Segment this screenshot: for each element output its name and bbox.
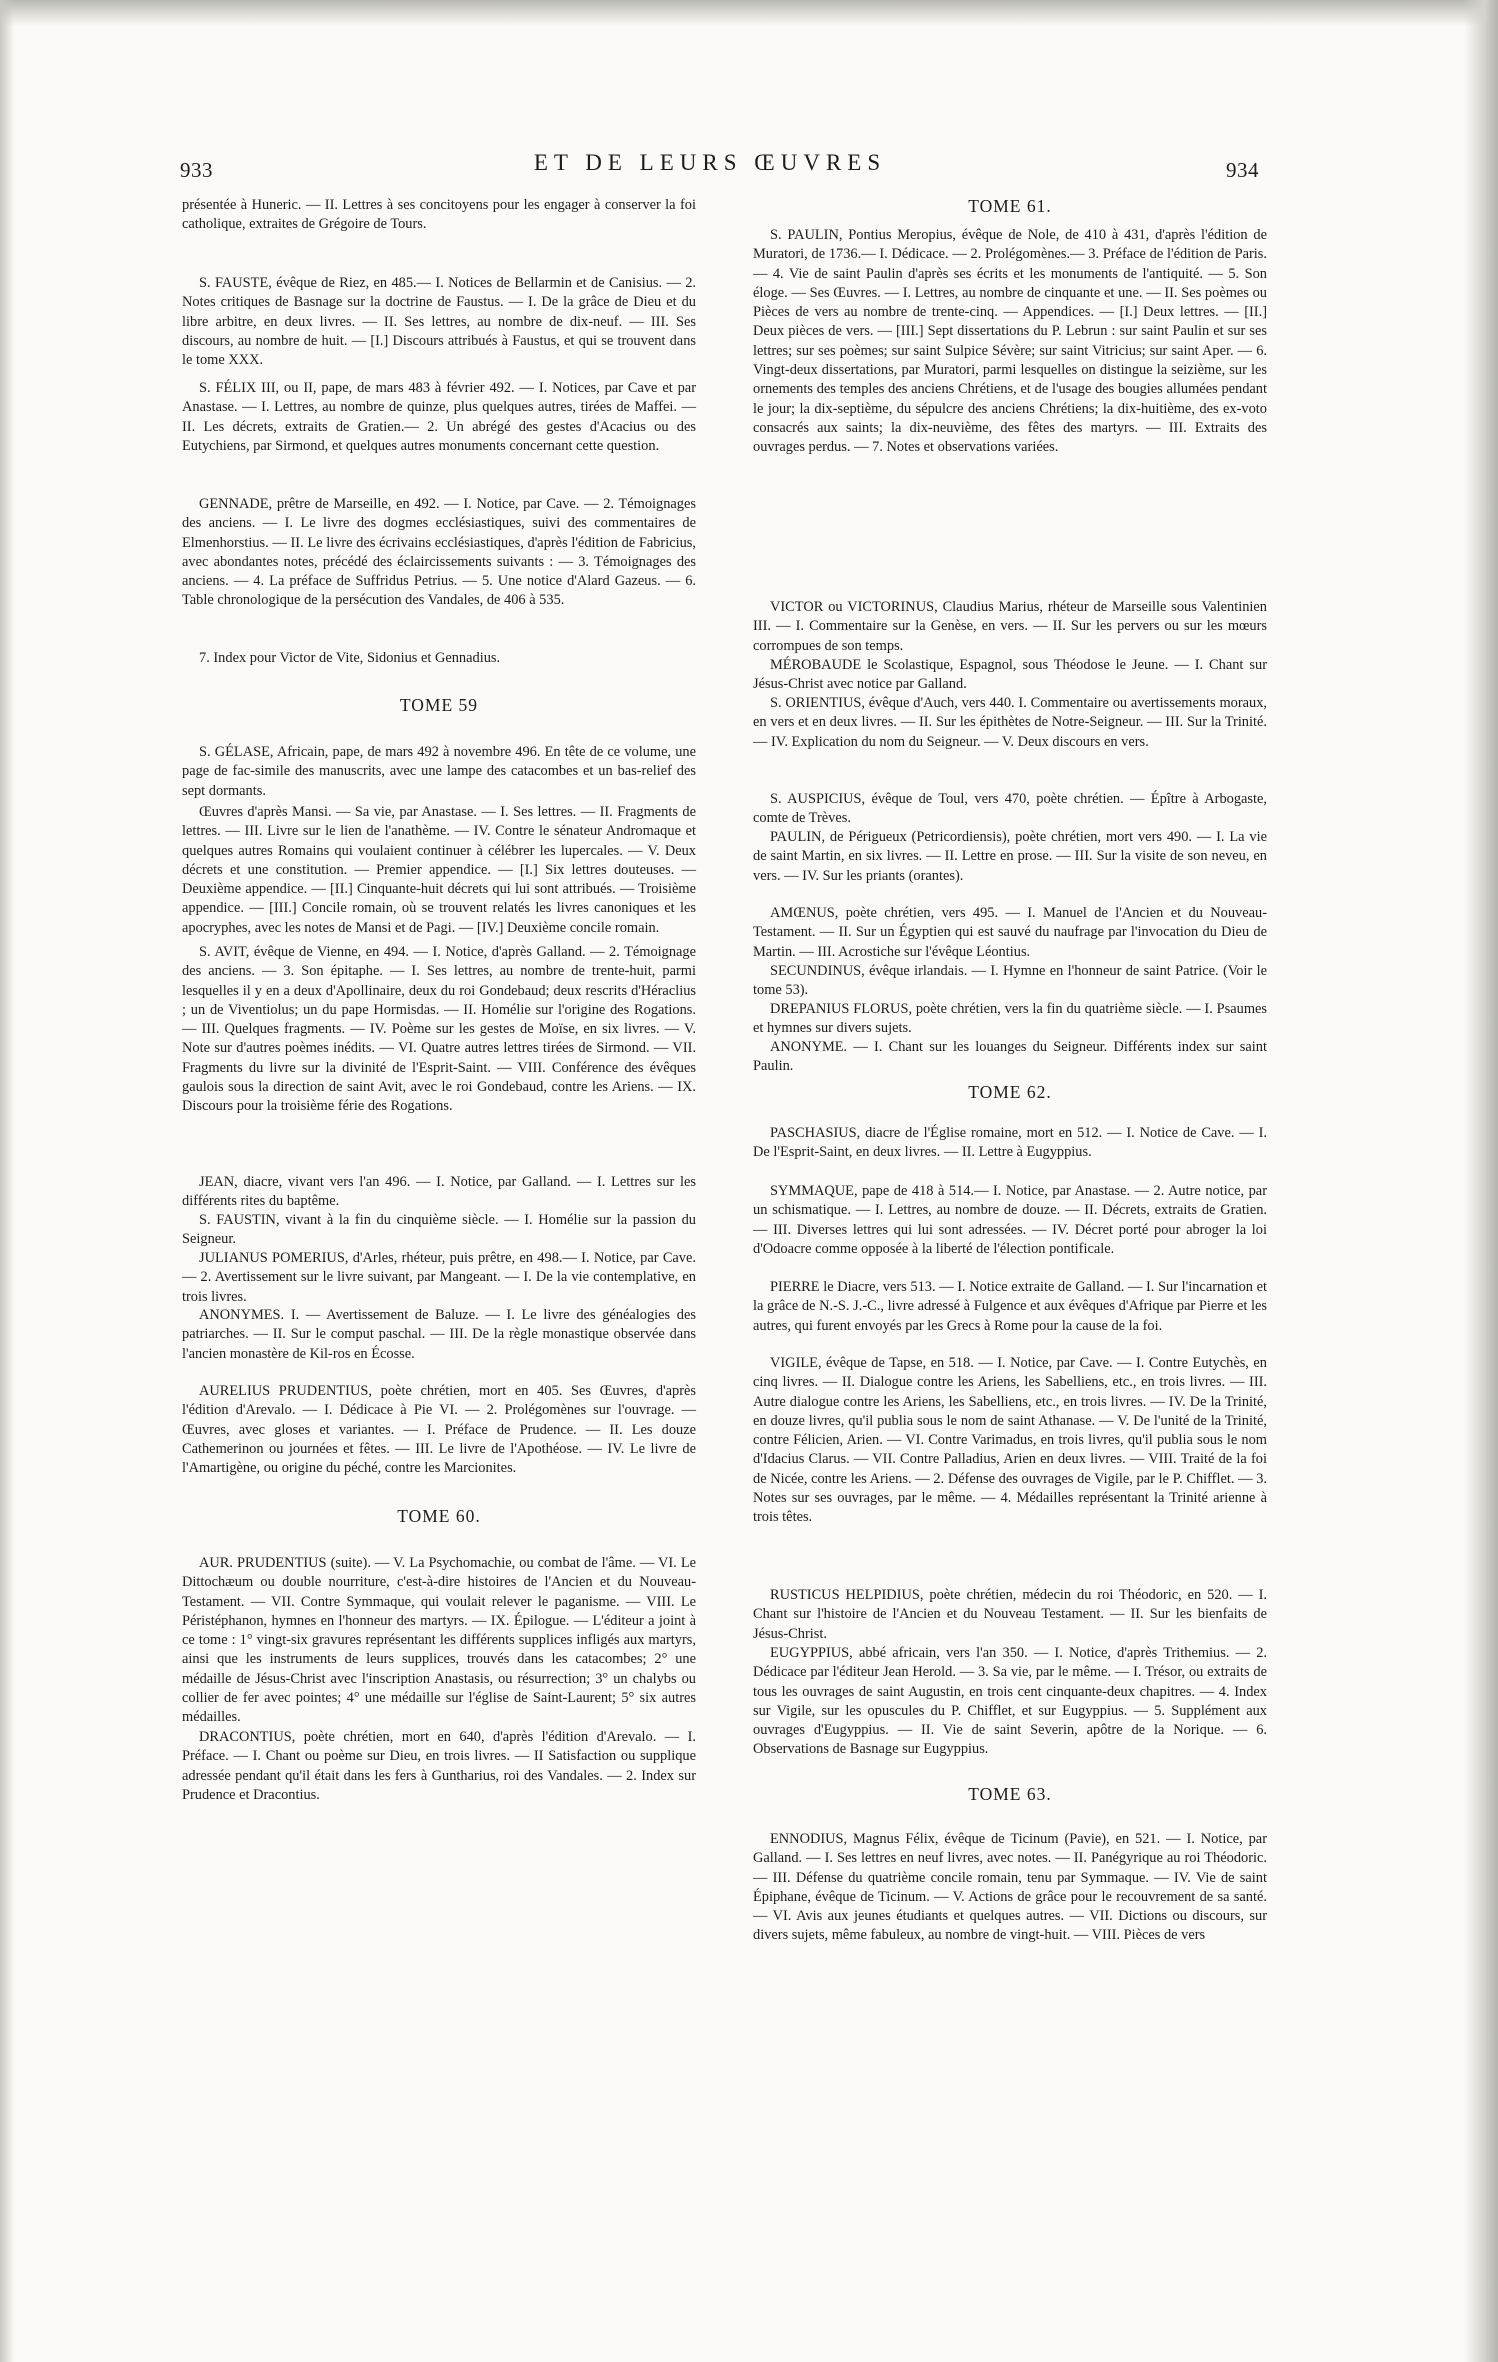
paragraph: JULIANUS POMERIUS, d'Arles, rhéteur, puis prêtre, en 498.— I. Notice, par Cave. — 2. Avertissement sur le livre suivant, par Mangeant. — I. De la vie contemplative, en trois livres. [182, 1250, 696, 1305]
paragraph: Œuvres d'après Mansi. — Sa vie, par Anastase. — I. Ses lettres. — II. Fragments de lettres. — III. Livre sur le lien de l'anathème. — IV. Contre le sénateur Andromaque et quelques autres Romains qui voulaient continuer à célébrer les lupercales. — V. Deux décrets et une constitution. — Premier appendice. — [I.] Six lettres douteuses. — Deuxième appendice. — [II.] Cinquante-huit décrets qui lui sont attribués. — Troisième appendice. — [III.] Concile romain, où se trouvent relatés les livres canoniques et les apocryphes, avec les notes de Mansi et de Pagi. — [IV.] Deuxième concile romain. [182, 804, 696, 936]
paragraph: S. FÉLIX III, ou II, pape, de mars 483 à février 492. — I. Notices, par Cave et par Anastase. — I. Lettres, au nombre de quinze, plus quelques autres, tirées de Maffei. — II. Les décrets, extraits de Gratien.— 2. Un abrégé des gestes d'Acacius ou des Eutychiens, par Sirmond, et quelques autres monuments concernant cette question. [182, 380, 696, 454]
right-column [753, 196, 1267, 1946]
tome-heading: TOME 59 [399, 695, 479, 715]
paragraph: MÉROBAUDE le Scolastique, Espagnol, sous Théodose le Jeune. — I. Chant sur Jésus-Christ avec notice par Galland. [753, 657, 1267, 693]
paragraph: PAULIN, de Périgueux (Petricordiensis), poète chrétien, mort vers 490. — I. La vie de saint Martin, en six livres. — II. Lettre en prose. — III. Sur la visite de son neveu, en vers. — IV. Sur les priants (orantes). [753, 829, 1267, 884]
paragraph: S. FAUSTE, évêque de Riez, en 485.— I. Notices de Bellarmin et de Canisius. — 2. Notes critiques de Basnage sur la doctrine de Faustus. — I. De la grâce de Dieu et du libre arbitre, en deux livres. — II. Ses lettres, au nombre de dix-neuf. — III. Ses discours, au nombre de huit. — [I.] Discours attribués à Faustus, et qui se trouvent dans le tome XXX. [182, 275, 696, 369]
tome-heading: TOME 60. [397, 1506, 481, 1526]
paragraph: AUR. PRUDENTIUS (suite). — V. La Psychomachie, ou combat de l'âme. — VI. Le Dittochæum ou double nourriture, c'est-à-dire histoires de l'Ancien et du Nouveau-Testament. — VII. Contre Symmaque, qui voulait relever le paganisme. — VIII. Le Péristéphanon, hymnes en l'honneur des martyrs. — IX. Épilogue. — L'éditeur a joint à ce tome : 1° vingt-six gravures représentant les différents supplices infligés aux martyrs, ainsi que les instruments de leurs supplices, trouvés dans les catacombes; 2° une médaille de Jésus-Christ avec l'inscription Anastasis, ou résurrection; 3° un chalybs ou collier de fer avec pointes; 4° une médaille sur l'église de Saint-Laurent; 5° six autres médailles. [182, 1555, 696, 1726]
scan-edge-right [1464, 0, 1498, 2362]
paragraph: JEAN, diacre, vivant vers l'an 496. — I. Notice, par Galland. — I. Lettres sur les différents rites du baptême. [182, 1174, 696, 1210]
paragraph: VICTOR ou VICTORINUS, Claudius Marius, rhéteur de Marseille sous Valentinien III. — I. Commentaire sur la Genèse, en vers. — II. Sur les pervers ou sur les mœurs corrompues de son temps. [753, 599, 1267, 654]
tome-heading: TOME 62. [968, 1082, 1052, 1102]
paragraph: S. PAULIN, Pontius Meropius, évêque de Nole, de 410 à 431, d'après l'édition de Muratori, de 1736.— I. Dédicace. — 2. Prolégomènes.— 3. Préface de l'édition de Paris. — 4. Vie de saint Paulin d'après ses écrits et les monuments de l'antiquité. — 5. Son éloge. — Ses Œuvres. — I. Lettres, au nombre de cinquante et une. — II. Ses poèmes ou Pièces de vers au nombre de trente-cinq. — Appendices. — [I.] Deux lettres. — [II.] Deux pièces de vers. — [III.] Sept dissertations du P. Lebrun : sur saint Paulin et sur ses lettres; sur ses poèmes; sur saint Sulpice Sévère; sur saint Vitricius; sur saint Aper. — 6. Vingt-deux dissertations, par Muratori, parmi lesquelles on distingue la seizième, sur les ornements des temples des anciens Chrétiens, et de l'usage des bougies allumées pendant le jour; la dix-septième, du sépulcre des anciens Chrétiens; la dix-huitième, des ex-voto consacrés aux saints; la dix-neuvième, des fêtes des martyrs. — III. Extraits des ouvrages perdus. — 7. Notes et observations variées. [753, 227, 1267, 456]
paragraph: DREPANIUS FLORUS, poète chrétien, vers la fin du quatrième siècle. — I. Psaumes et hymnes sur divers sujets. [753, 1001, 1267, 1037]
tome-heading: TOME 63. [968, 1784, 1052, 1804]
paragraph: RUSTICUS HELPIDIUS, poète chrétien, médecin du roi Théodoric, en 520. — I. Chant sur l'histoire de l'Ancien et du Nouveau Testament. — II. Sur les bienfaits de Jésus-Christ. [753, 1587, 1267, 1642]
paragraph: ANONYME. — I. Chant sur les louanges du Seigneur. Différents index sur saint Paulin. [753, 1039, 1267, 1075]
paragraph: S. AVIT, évêque de Vienne, en 494. — I. Notice, d'après Galland. — 2. Témoignage des anciens. — 3. Son épitaphe. — I. Ses lettres, au nombre de trente-huit, parmi lesquelles il y en a deux d'Apollinaire, deux du roi Gondebaud; deux rescrits d'Héraclius ; un de Viventiolus; un du pape Hormisdas. — II. Homélie sur l'origine des Rogations. — III. Quelques fragments. — IV. Poème sur les gestes de Moïse, en six livres. — V. Note sur d'autres poèmes inédits. — VI. Quatre autres lettres tirées de Sirmond. — VII. Fragments du livre sur la divinité de l'Esprit-Saint. — VIII. Conférence des évêques gaulois sous la direction de saint Avit, avec le roi Gondebaud, contre les Ariens. — IX. Discours pour la troisième férie des Rogations. [182, 944, 696, 1115]
paragraph: S. ORIENTIUS, évêque d'Auch, vers 440. I. Commentaire ou avertissements moraux, en vers et en deux livres. — II. Sur les épithètes de Notre-Seigneur. — III. Sur la Trinité. — IV. Explication du nom du Seigneur. — V. Deux discours en vers. [753, 695, 1267, 750]
paragraph: S. GÉLASE, Africain, pape, de mars 492 à novembre 496. En tête de ce volume, une page de fac-simile des manuscrits, avec une lampe des catacombes et un bas-relief des sept dormants. [182, 744, 696, 799]
paragraph: S. FAUSTIN, vivant à la fin du cinquième siècle. — I. Homélie sur la passion du Seigneur. [182, 1212, 696, 1248]
paragraph: PASCHASIUS, diacre de l'Église romaine, mort en 512. — I. Notice de Cave. — I. De l'Esprit-Saint, en deux livres. — II. Lettre à Eugyppius. [753, 1125, 1267, 1161]
page-number-left: 933 [180, 158, 213, 182]
paragraph: S. AUSPICIUS, évêque de Toul, vers 470, poète chrétien. — Épître à Arbogaste, comte de Trèves. [753, 791, 1267, 827]
paragraph: EUGYPPIUS, abbé africain, vers l'an 350. — I. Notice, d'après Trithemius. — 2. Dédicace par l'éditeur Jean Herold. — 3. Sa vie, par le même. — I. Trésor, ou extraits de tous les ouvrages de saint Augustin, en trois cent cinquante-deux chapitres. — 4. Index sur Vigile, sur les opuscules du P. Chifflet, et sur Eugyppius. — 5. Supplément aux ouvrages d'Eugyppius. — II. Vie de saint Severin, apôtre de la Norique. — 6. Observations de Basnage sur Eugyppius. [753, 1645, 1267, 1758]
paragraph: présentée à Huneric. — II. Lettres à ses concitoyens pour les engager à conserver la foi catholique, extraites de Grégoire de Tours. [182, 197, 696, 233]
scan-edge-top [0, 0, 1498, 26]
paragraph: GENNADE, prêtre de Marseille, en 492. — I. Notice, par Cave. — 2. Témoignages des anciens. — I. Le livre des dogmes ecclésiastiques, suivi des commentaires de Elmenhorstius. — II. Le livre des écrivains ecclésiastiques, d'après l'édition de Fabricius, avec abondantes notes, précédé des éclaircissements suivants : — 3. Témoignages des anciens. — 4. La préface de Suffridus Petrius. — 5. Une notice d'Alard Gazeus. — 6. Table chronologique de la persécution des Vandales, de 406 à 535. [182, 496, 696, 609]
paragraph: SYMMAQUE, pape de 418 à 514.— I. Notice, par Anastase. — 2. Autre notice, par un schismatique. — I. Lettres, au nombre de douze. — II. Décrets, extraits de Gratien. — III. Diverses lettres qui lui sont adressées. — IV. Décret porté pour abroger la loi d'Odoacre comme opposée à la liberté de l'élection pontificale. [753, 1183, 1267, 1257]
paragraph: VIGILE, évêque de Tapse, en 518. — I. Notice, par Cave. — I. Contre Eutychès, en cinq livres. — II. Dialogue contre les Ariens, les Sabelliens, etc., en trois livres. — III. Autre dialogue contre les Ariens, les Sabelliens, etc., en trois livres. — IV. De la Trinité, en douze livres, qu'il publia sous le nom de saint Athanase. — V. De l'unité de la Trinité, contre Félicien, Arien. — VI. Contre Varimadus, en trois livres, qu'il publia sous le nom d'Idacius Clarus. — VII. Contre Palladius, Arien en deux livres. — VIII. Traité de la foi de Nicée, contre les Ariens. — 2. Défense des ouvrages de Vigile, par le P. Chifflet. — 3. Notes sur ses ouvrages, par le même. — 4. Médailles représentant la Trinité arienne à trois têtes. [753, 1355, 1267, 1526]
left-column [182, 196, 696, 1805]
tome-heading: TOME 61. [968, 196, 1052, 216]
paragraph: DRACONTIUS, poète chrétien, mort en 640, d'après l'édition d'Arevalo. — I. Préface. — I. Chant ou poème sur Dieu, en trois livres. — II Satisfaction ou supplique adressée pendant qu'il était dans les fers à Guntharius, roi des Vandales. — 2. Index sur Prudence et Dracontius. [182, 1729, 696, 1803]
running-title: ET DE LEURS ŒUVRES [533, 150, 887, 175]
scan-edge-left [0, 0, 14, 2362]
paragraph: 7. Index pour Victor de Vite, Sidonius et Gennadius. [199, 650, 501, 666]
paragraph: AURELIUS PRUDENTIUS, poète chrétien, mort en 405. Ses Œuvres, d'après l'édition d'Arevalo. — I. Dédicace à Pie VI. — 2. Prolégomènes sur l'ouvrage. — Œuvres, avec gloses et variantes. — I. Préface de Prudence. — II. Les douze Cathemerinon ou journées et fêtes. — III. Le livre de l'Apothéose. — IV. Le livre de l'Amartigène, ou origine du péché, contre les Marcionites. [182, 1383, 696, 1477]
paragraph: SECUNDINUS, évêque irlandais. — I. Hymne en l'honneur de saint Patrice. (Voir le tome 53). [753, 963, 1267, 999]
paragraph: ANONYMES. I. — Avertissement de Baluze. — I. Le livre des généalogies des patriarches. — II. Sur le comput paschal. — III. De la règle monastique observée dans l'ancien monastère de Kil-ros en Écosse. [182, 1307, 696, 1362]
paragraph: AMŒNUS, poète chrétien, vers 495. — I. Manuel de l'Ancien et du Nouveau-Testament. — II. Sur un Égyptien qui est sauvé du naufrage par l'invocation du Dieu de Martin. — III. Acrostiche sur l'évêque Léontius. [753, 905, 1267, 960]
paragraph: PIERRE le Diacre, vers 513. — I. Notice extraite de Galland. — I. Sur l'incarnation et la grâce de N.-S. J.-C., livre adressé à Fulgence et aux évêques d'Afrique par Pierre et les autres, qui furent envoyés par les Grecs à Rome pour la cause de la foi. [753, 1279, 1267, 1334]
page-number-right: 934 [1226, 158, 1259, 182]
paragraph: ENNODIUS, Magnus Félix, évêque de Ticinum (Pavie), en 521. — I. Notice, par Galland. — I. Ses lettres en neuf livres, avec notes. — II. Panégyrique au roi Théodoric. — III. Défense du quatrième concile romain, tenu par Symmaque. — IV. Vie de saint Épiphane, évêque de Ticinum. — V. Actions de grâce pour le recouvrement de sa santé. — VI. Avis aux jeunes étudiants et quelques autres. — VII. Dictions ou discours, sur divers sujets, même fabuleux, au nombre de vingt-huit. — VIII. Pièces de vers [753, 1831, 1267, 1944]
